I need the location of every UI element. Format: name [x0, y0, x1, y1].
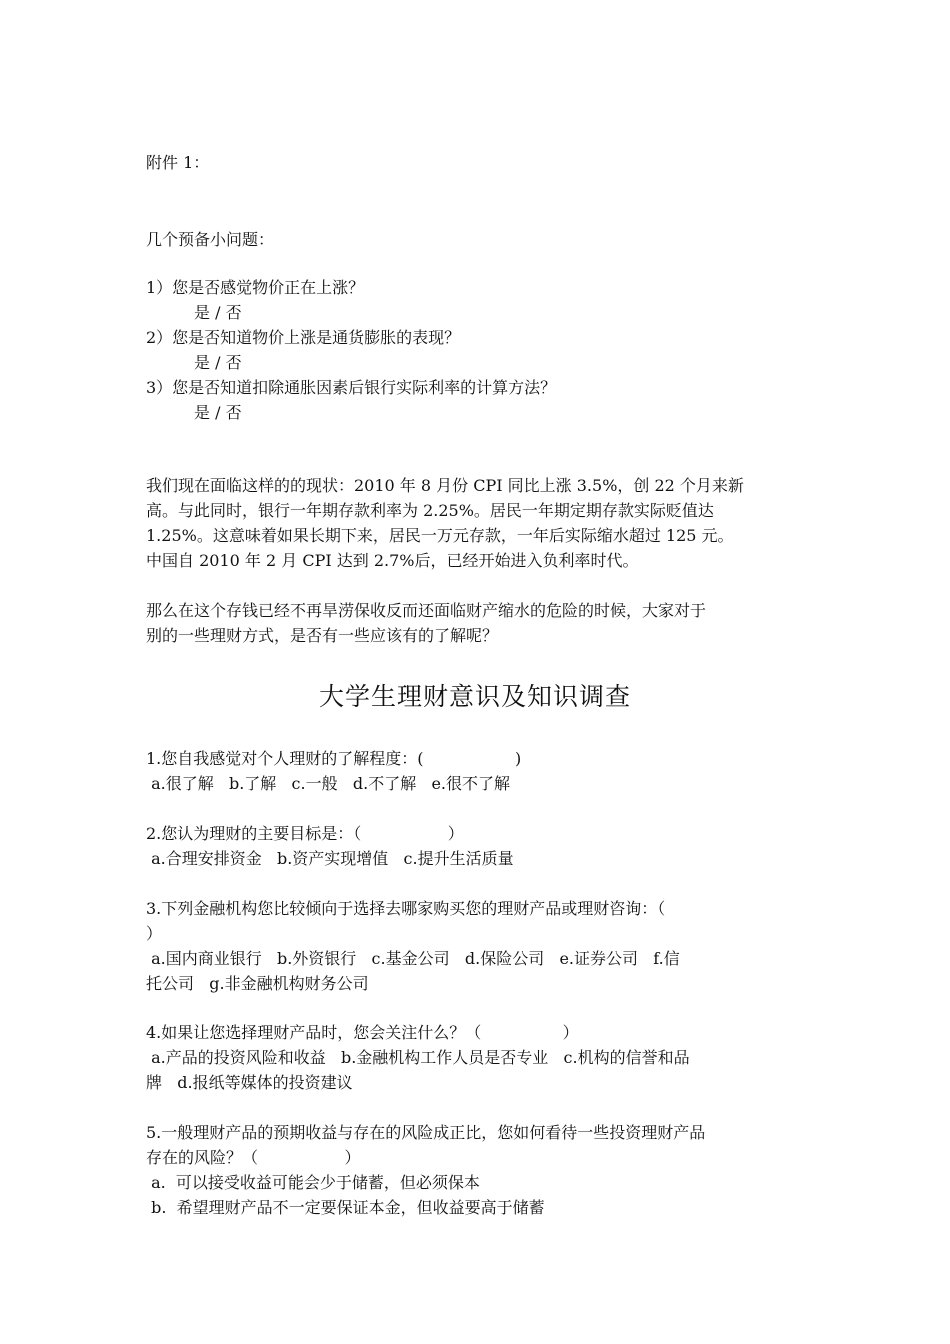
intro-line: 1.25%。这意味着如果长期下来，居民一万元存款，一年后实际缩水超过 125 元。: [146, 526, 734, 545]
transition-paragraph: [146, 598, 810, 648]
survey-title: 大学生理财意识及知识调查: [318, 682, 631, 711]
intro-line: 中国自 2010 年 2 月 CPI 达到 2.7%后，已经开始进入负利率时代。: [146, 551, 639, 570]
pre-question-3-answer: 是 / 否: [194, 403, 242, 422]
survey-question-4: 4.如果让您选择理财产品时，您会关注什么？（ ）: [146, 1023, 579, 1042]
survey-question-5: 5.一般理财产品的预期收益与存在的风险成正比，您如何看待一些投资理财产品: [146, 1123, 706, 1142]
survey-question-5-option-a: a. 可以接受收益可能会少于储蓄，但必须保本: [146, 1173, 480, 1192]
pre-question-2-answer: 是 / 否: [194, 353, 242, 372]
pre-question-1: 1）您是否感觉物价正在上涨？: [146, 278, 365, 297]
survey-question-2-options: a.合理安排资金 b.资产实现增值 c.提升生活质量: [146, 849, 514, 868]
intro-line: 我们现在面临这样的的现状：2010 年 8 月份 CPI 同比上涨 3.5%，创 22 个月来新: [146, 476, 744, 495]
survey-question-4-options: a.产品的投资风险和收益 b.金融机构工作人员是否专业 c.机构的信誉和品: [146, 1048, 690, 1067]
survey-question-4-options-cont: 牌 d.报纸等媒体的投资建议: [146, 1073, 353, 1092]
pre-question-3: 3）您是否知道扣除通胀因素后银行实际利率的计算方法？: [146, 378, 557, 397]
pre-questions-heading: 几个预备小问题：: [146, 230, 275, 249]
transition-line: 别的一些理财方式，是否有一些应该有的了解呢？: [146, 626, 499, 645]
intro-line: 高。与此同时，银行一年期存款利率为 2.25%。居民一年期定期存款实际贬值达: [146, 501, 714, 520]
transition-line: 那么在这个存钱已经不再旱涝保收反而还面临财产缩水的危险的时候，大家对于: [146, 601, 707, 620]
pre-question-2: 2）您是否知道物价上涨是通货膨胀的表现？: [146, 328, 461, 347]
survey-question-3-options: a.国内商业银行 b.外资银行 c.基金公司 d.保险公司 e.证券公司 f.信: [146, 949, 680, 968]
attachment-label: 附件 1：: [146, 153, 210, 172]
survey-question-2: 2.您认为理财的主要目标是：（ ）: [146, 824, 464, 843]
intro-paragraph: [146, 473, 810, 573]
pre-question-1-answer: 是 / 否: [194, 303, 242, 322]
survey-question-1-options: a.很了解 b.了解 c.一般 d.不了解 e.很不了解: [146, 774, 511, 793]
survey-question-3: 3.下列金融机构您比较倾向于选择去哪家购买您的理财产品或理财咨询：（: [146, 899, 666, 918]
survey-question-3-cont: ）: [146, 924, 163, 943]
survey-question-1: 1.您自我感觉对个人理财的了解程度：( ): [146, 749, 522, 768]
survey-question-5-option-b: b. 希望理财产品不一定要保证本金，但收益要高于储蓄: [146, 1198, 545, 1217]
survey-question-3-options-cont: 托公司 g.非金融机构财务公司: [146, 974, 369, 993]
survey-question-5-cont: 存在的风险？（ ）: [146, 1148, 361, 1167]
